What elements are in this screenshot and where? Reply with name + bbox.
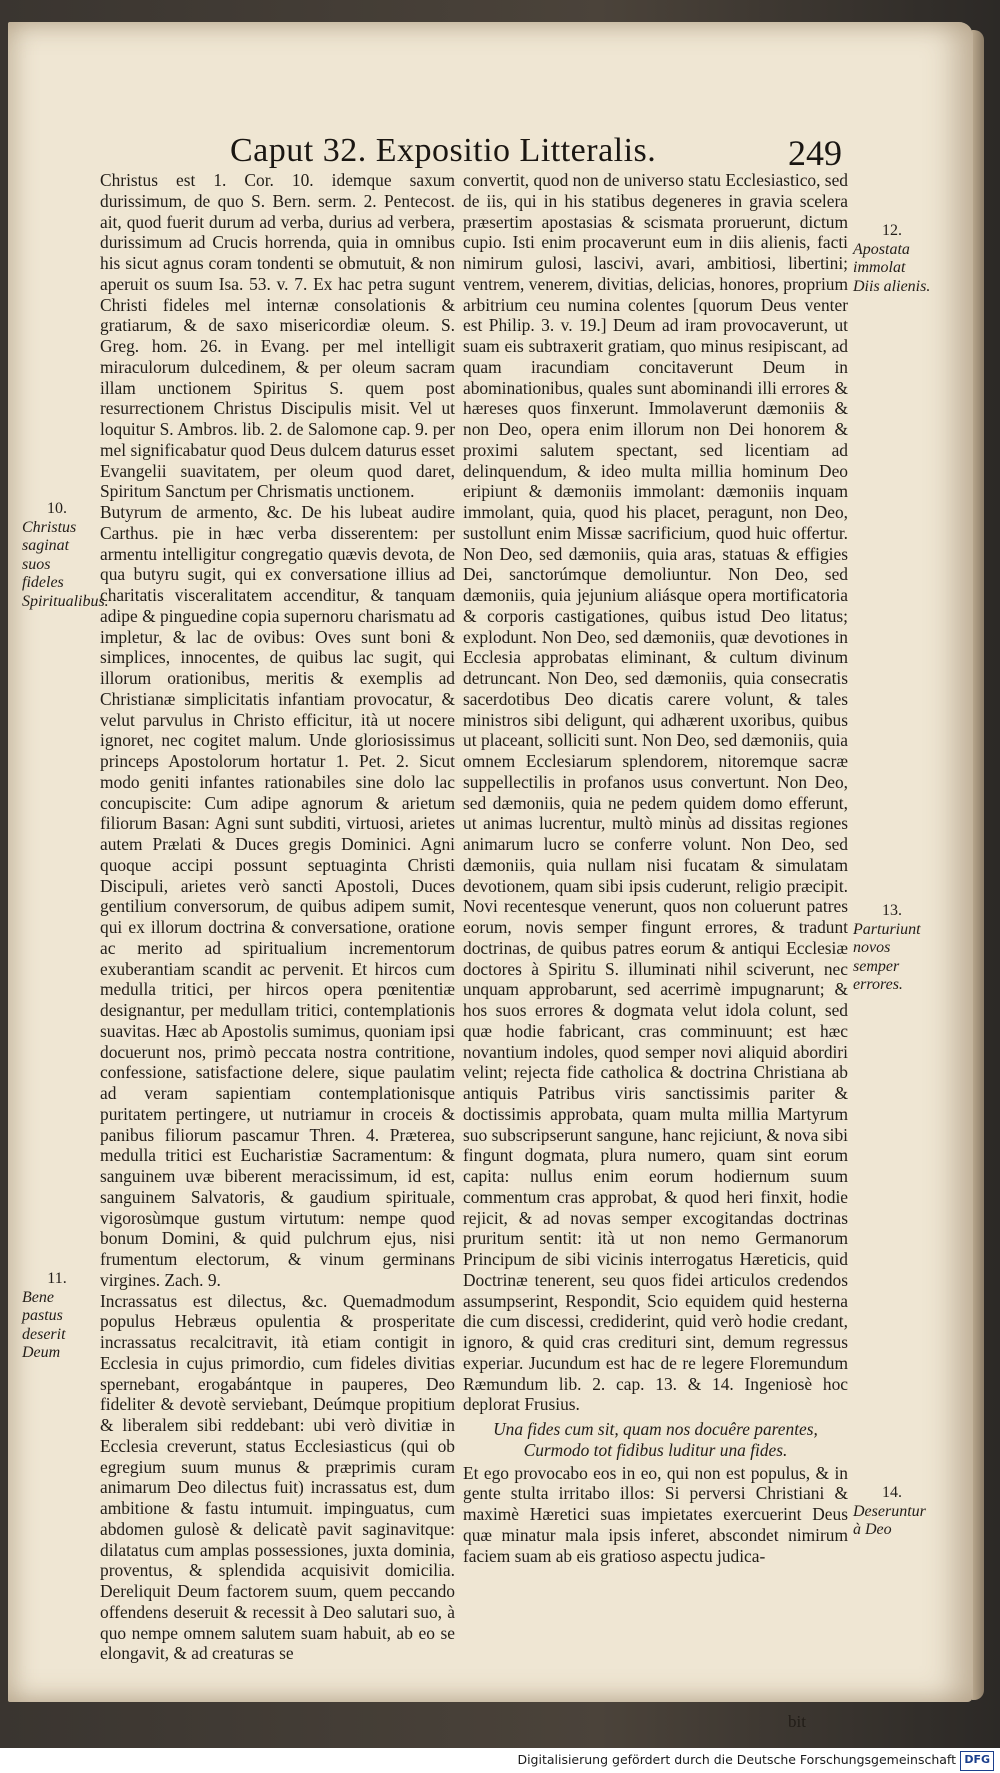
page-edge [972, 30, 984, 1700]
margin-note-number: 13. [882, 902, 902, 919]
margin-note-11 [22, 1270, 92, 1363]
digitization-footer [0, 1748, 1000, 1773]
margin-note-number: 10. [47, 500, 67, 517]
margin-note-14 [853, 1484, 931, 1540]
margin-note-13 [853, 902, 931, 995]
margin-note-text: Bene pastus deserit Deum [22, 1288, 66, 1361]
paragraph: Christus est 1. Cor. 10. idemque saxum durissimum, de quo S. Bern. serm. 2. Pentecost. ait, quod fuerit durum ad verba, durius ad verbera, durissimum ad Crucis horrenda, quia in omnibus his sicut agnus coram tondenti se obmutuit, & non aperuit os suum Isa. 53. v. 7. Ex hac petra sugunt Christi fideles mel internæ consolationis & gratiarum, & de saxo misericordiæ oleum. S. Greg. hom. 26. in Evang. per mel intelligit miraculorum dulcedinem, & per oleum sacram illam unctionem Spiritus S. quem post resurrectionem Christus Discipulis misit. Vel ut loquitur S. Ambros. lib. 2. de Salomone cap. 9. per mel significabatur quod Deus dulcem daturus esset Evangelii suavitatem, per oleum quod daret, Spiritum Sanctum per Chrismatis unctionem. [100, 170, 455, 502]
margin-note-10 [22, 500, 109, 611]
paragraph: Butyrum de armento, &c. De his lubeat audire Carthus. pie in hæc verba disserentem: per armentu intelligitur congregatio quævis devota, de qua butyru sugit, qui ex conversatione illius ad charitatis visceralitatem accenditur, & tanquam adipe & pinguedine copia supernoru charismatu ad impletur, & lac de ovibus: Oves sunt boni & simplices, innocentes, de quibus lac sugit, qui illorum orationibus, meritis & exemplis ad Christianæ simplicitatis infantiam provocatur, & velut parvulus in Christo efficitur, ità ut nocere ignoret, nec cogitet malum. Unde gloriosissimus princeps Apostolorum hortatur 1. Pet. 2. Sicut modo geniti infantes rationabiles sine dolo lac concupiscite: Cum adipe agnorum & arietum filiorum Basan: Agni sunt subditi, virtuosi, arietes autem Prælati & Duces gregis Dominici. Agni quoque accipi possunt septuaginta Christi Discipuli, arietes verò sancti Apostoli, Duces gentilium conversorum, de quibus adipem sumit, qui ex illorum doctrina & conversatione, oratione ac merito ad spiritualium incrementorum exuberantiam scandit ac pervenit. Et hircos cum medulla tritici, per hircos opera pœnitentiæ designantur, per medullam tritici, contemplationis suavitas. Hæc ab Apostolis sumimus, quoniam ipsi docuerunt nos, primò peccata nostra contritione, confessione, satisfactione delere, sique paulatim ad veram sapientiam contemplationisque puritatem pertingere, ut nutriamur in croceis & panibus filiorum pascamur Thren. 4. Præterea, medulla tritici est Eucharistiæ Sacramentum: & sanguinem uvæ biberent meracissimum, id est, sanguinem Salvatoris, & gaudium spirituale, vigorosùmque gustum virtutum: nempe quod bonum Domini, & quid pulchrum ejus, nisi frumentum electorum, & vinum germinans virgines. Zach. 9. [100, 502, 455, 1290]
margin-note-text: Parturiunt novos semper errores. [853, 920, 921, 993]
paragraph: Et ego provocabo eos in eo, qui non est populus, & in gente stulta irritabo illos: Si perversi Christiani & maximè Hæretici suas impietates exercuerint Deus quæ minatur mala ipsis inferet, abscondet nimirum faciem suam ab eis gratioso aspectu judica- [463, 1462, 848, 1566]
book-page [8, 22, 973, 1731]
margin-note-number: 11. [47, 1270, 67, 1287]
catchword: bit [788, 1712, 806, 1731]
margin-note-text: Christus saginat suos fideles Spiritualibus. [22, 518, 109, 610]
verse-couplet [463, 1419, 848, 1461]
page-number: 249 [788, 133, 842, 173]
page-title: Caput 32. Expositio Litteralis. [230, 132, 657, 169]
footer-credit: Digitalisierung gefördert durch die Deutsche Forschungsgemeinschaft [517, 1752, 956, 1767]
paragraph: convertit, quod non de universo statu Ecclesiastico, sed de iis, qui in his statibus degeneres in gravia scelera præsertim apostasias & scismata proruerunt, dictum cupio. Isti enim procaverunt eum in diis alienis, facti nimirum gulosi, lascivi, avari, ambitiosi, libertini; ventrem, venerem, divitias, delicias, honores, proprium arbitrium ceu numina colentes [quorum Deus venter est Philip. 3. v. 19.] Deum ad iram provocaverunt, ut suam eis subtraxerit gratiam, quo minus resipiscant, ad quam iracundiam concitaverunt Deum in abominationibus, quales sunt abominandi illi errores & hæreses quos finxerunt. Immolaverunt dæmoniis & non Deo, opera enim illorum non Dei honorem & proximi salutem spectant, sed licentiam ad delinquendum, & ideo multa millia hominum Deo eripiunt & dæmoniis immolant: dæmoniis inquam immolant, quia, quod his placet, peragunt, non Deo, sustollunt enim Missæ sacrificium, quod huic offertur. Non Deo, sed dæmoniis, quia aras, statuas & effigies Dei, sanctorúmque demoliuntur. Non Deo, sed dæmoniis, quia jejunium aliásque opera mortificatoria & corporis castigationes, quibus istud Deo litatus; explodunt. Non Deo, sed dæmoniis, quæ devotiones in Ecclesia approbatas eliminant, & cultum divinum detruncant. Non Deo, sed dæmoniis, quia consecratis sacerdotibus Deo dicatis carere volunt, & tales ministros sibi deligunt, qui adhærent uxoribus, quibus ut placeant, solliciti sunt. Non Deo, sed dæmoniis, quia omnem Ecclesiarum splendorem, nitoremque sacræ suppellectilis in profanos usus convertunt. Non Deo, sed dæmoniis, quia ne pedem quidem domo efferunt, ut animas lucrentur, multò minùs ad dissitas regiones animarum lucro se conferre volunt. Non Deo, sed dæmoniis, quia nullam nisi fucatam & simulatam devotionem, quam sibi ipsis cuderunt, religio præcipit. Novi recentesque venerunt, quos non coluerunt patres eorum, novis semper fingunt errores, & tradunt doctrinas, de quibus patres eorum & antiqui Ecclesiæ doctores à Spiritu S. illuminati nihil sciverunt, nec unquam approbarunt, sed acerrimè impugnarunt; & hos suos errores & dogmata velut idola colunt, sed quæ hodie fabricant, cras comminuunt; est hæc novantium indoles, quod semper novi aliquid abordiri velint; rejecta fide catholica & doctrina Christiana ab antiquis Patribus viris sanctissimis pariter & doctissimis approbata, quam multa millia Martyrum suo subscripserunt sangune, hanc rejiciunt, & nova sibi fingunt dogmata, plura numero, quam sint eorum capita: nullus enim eorum hodiernum suum commentum cras approbat, & quod heri finxit, hodie rejicit, & ad novas semper excogitandas doctrinas pruritum sentit: ità ut non nemo Germanorum Principum de sibi vicinis interrogatus Hæreticis, quid Doctrinæ tenerent, seu quos fidei articulos credendos assumpserint, Respondit, Scio equidem quid hesterna die cum discessi, crediderint, quid verò hodie credant, ignoro, & quid cras credituri sint, demum regressus experiar. Jucundum est hac de re legere Floremundum Ræmundum lib. 2. cap. 13. & 14. Ingeniosè hoc deplorat Frusius. [463, 170, 848, 1415]
margin-note-12 [853, 222, 931, 296]
margin-note-text: Deseruntur à Deo [853, 1502, 926, 1538]
verse-line: Una fides cum sit, quam nos docuêre parentes, [493, 1419, 818, 1439]
margin-note-number: 14. [882, 1484, 902, 1501]
margin-note-text: Apostata immolat Diis alienis. [853, 240, 931, 295]
dfg-logo: DFG [960, 1751, 994, 1771]
paragraph: Incrassatus est dilectus, &c. Quemadmodum populus Hebræus opulentia & prosperitate incrassatus recalcitravit, ità etiam contigit in Ecclesia in cujus primordio, cum fideles divitias spernebant, erogabántque in pauperes, Deo fideliter & devotè serviebant, Deúmque propitium & liberalem sibi reddebant: ubi verò divitiæ in Ecclesia creverunt, status Ecclesiasticus (qui ob egregium suum munus & præprimis curam animarum Deo dilectus fuit) incrassatus est, dum ambitione & fastu intumuit. impinguatus, cum abdomen gulosè & delicatè pavit saginavitque: dilatatus cum amplas possessiones, juxta dominia, proventus, & splendida acquisivit domicilia. Dereliquit Deum factorem suum, quem peccando offendens deseruit & recessit à Deo salutari suo, à quo nempe omnem salutem suam habuit, ab eo se elongavit, & ad creaturas se [100, 1290, 455, 1664]
verse-line: Curmodo tot fidibus luditur una fides. [523, 1439, 788, 1460]
margin-note-number: 12. [882, 222, 902, 239]
left-column [100, 170, 455, 1664]
right-column [463, 170, 848, 1566]
